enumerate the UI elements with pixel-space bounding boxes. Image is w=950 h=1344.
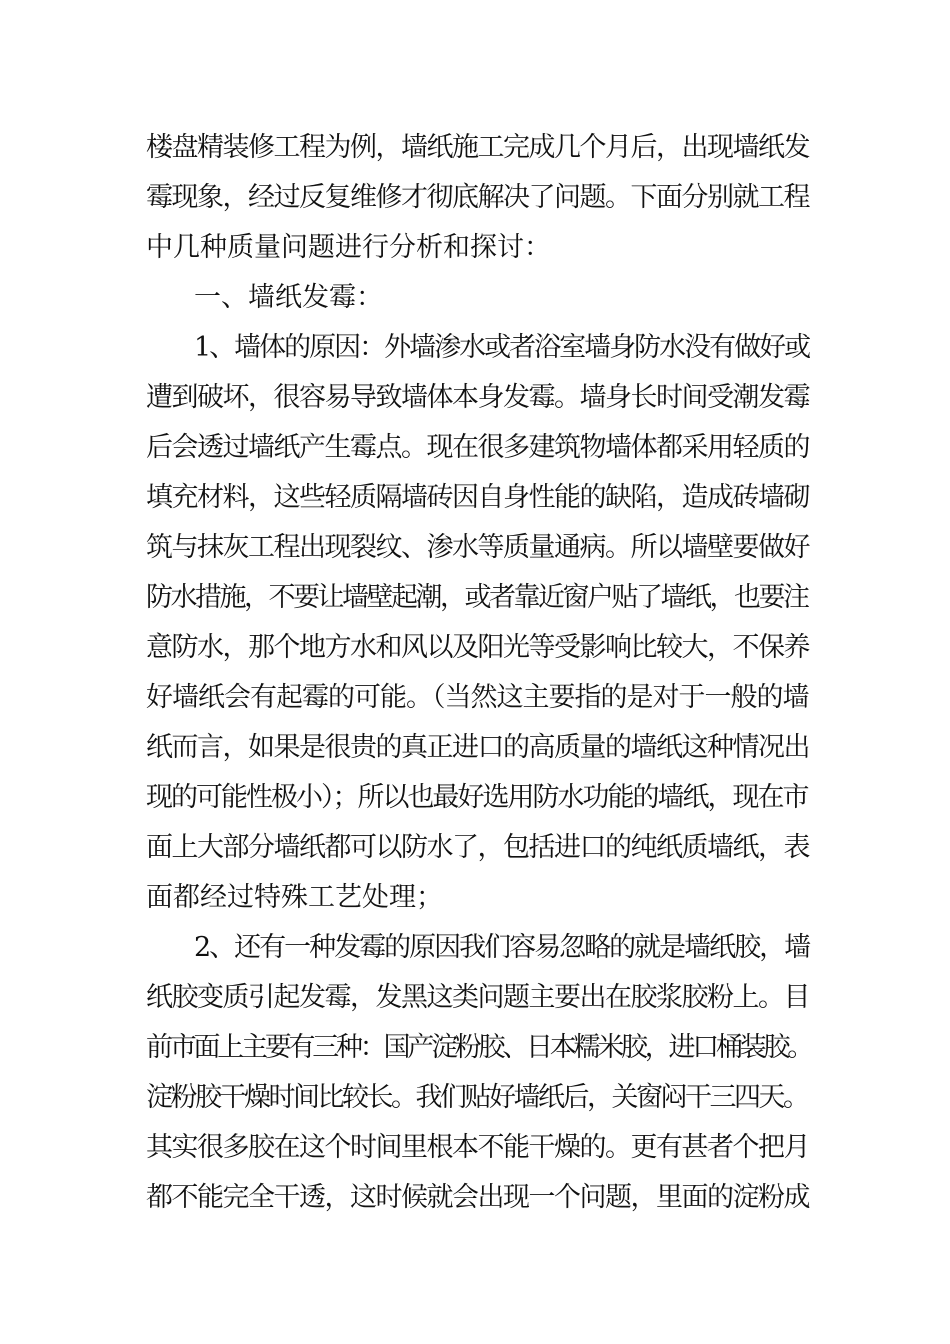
text-line: 面都经过特殊工艺处理； xyxy=(146,882,443,913)
text-line: 其实很多胶在这个时间里根本不能干燥的。更有甚者个把月 xyxy=(146,1132,809,1163)
text-line: 面上大部分墙纸都可以防水了，包括进口的纯纸质墙纸，表 xyxy=(146,832,809,863)
text-line: 填充材料，这些轻质隔墙砖因自身性能的缺陷，造成砖墙砌 xyxy=(146,482,809,513)
text-line: 1、墙体的原因：外墙渗水或者浴室墙身防水没有做好或 xyxy=(194,332,810,363)
text-line: 都不能完全干透，这时候就会出现一个问题，里面的淀粉成 xyxy=(146,1182,809,1213)
text-line: 后会透过墙纸产生霉点。现在很多建筑物墙体都采用轻质的 xyxy=(146,432,809,463)
text-line: 纸而言，如果是很贵的真正进口的高质量的墙纸这种情况出 xyxy=(146,732,809,763)
text-line: 2、还有一种发霉的原因我们容易忽略的就是墙纸胶，墙 xyxy=(194,932,810,963)
text-line: 前市面上主要有三种：国产淀粉胶、日本糯米胶，进口桶装胶。 xyxy=(146,1032,811,1063)
text-line: 中几种质量问题进行分析和探讨： xyxy=(146,232,551,263)
section-heading: 一、墙纸发霉： xyxy=(194,282,383,313)
text-line: 淀粉胶干燥时间比较长。我们贴好墙纸后，关窗闷干三四天。 xyxy=(146,1082,808,1113)
text-line: 防水措施，不要让墙壁起潮，或者靠近窗户贴了墙纸，也要注 xyxy=(146,582,808,613)
text-line: 好墙纸会有起霉的可能。（当然这主要指的是对于一般的墙 xyxy=(146,682,809,713)
text-line: 意防水，那个地方水和风以及阳光等受影响比较大，不保养 xyxy=(146,632,809,663)
text-line: 楼盘精装修工程为例，墙纸施工完成几个月后，出现墙纸发 xyxy=(146,132,809,163)
text-line: 霉现象，经过反复维修才彻底解决了问题。下面分别就工程 xyxy=(146,182,809,213)
text-line: 遭到破坏，很容易导致墙体本身发霉。墙身长时间受潮发霉 xyxy=(146,382,809,413)
text-line: 纸胶变质引起发霉，发黑这类问题主要出在胶浆胶粉上。目 xyxy=(146,982,809,1013)
text-line: 现的可能性极小）；所以也最好选用防水功能的墙纸，现在市 xyxy=(146,782,808,813)
text-line: 筑与抹灰工程出现裂纹、渗水等质量通病。所以墙壁要做好 xyxy=(146,532,809,563)
